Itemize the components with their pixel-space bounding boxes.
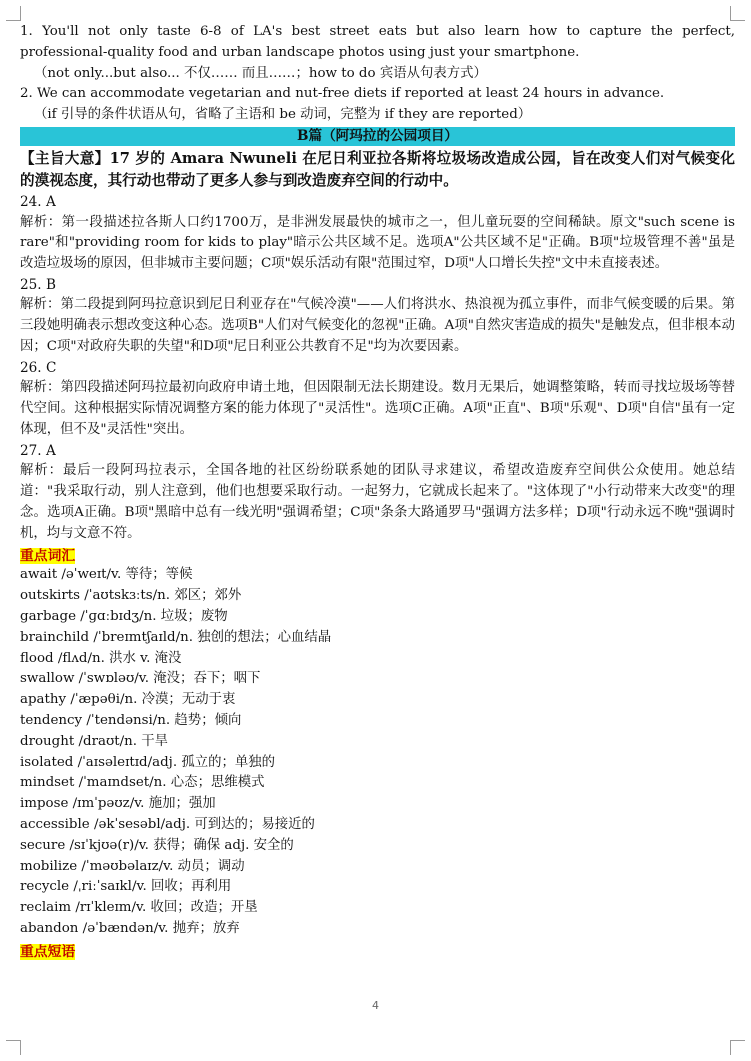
answer-block-25 <box>20 275 735 358</box>
answer-key: 24. A <box>20 194 56 211</box>
answer-analysis: 解析：最后一段阿玛拉表示，全国各地的社区纷纷联系她的团队寻求建议，希望改造废弃空间供公众使用。她总结道："我采取行动，别人注意到，他们也想要采取行动。一起努力，它就成长起来了。"这体现了"小行动带来大改变"的理念。选项A正确。B项"黑暗中总有一线光明"强调希望；C项"条条大路通罗马"强调方法多样；D项"行动永远不晚"强调时机，均与文意不符。 <box>20 463 735 541</box>
answer-key: 27. A <box>20 442 56 459</box>
answer-key: 25. B <box>20 276 56 293</box>
vocab-item: reclaim /rɪˈkleɪm/v. 收回；改造；开垦 <box>20 900 258 916</box>
vocab-heading: 重点词汇 <box>20 548 76 565</box>
vocab-item: mindset /ˈmaɪndset/n. 心态；思维模式 <box>20 775 265 791</box>
note-sentence-1: 1. You'll not only taste 6-8 of LA's best street eats but also learn how to capture the perfect, professional-quality food and urban landscape photos using just your smartphone. <box>20 24 735 60</box>
vocab-item: abandon /əˈbændən/v. 抛弃；放弃 <box>20 921 240 936</box>
answer-analysis: 解析：第二段提到阿玛拉意识到尼日利亚存在"气候冷漠"——人们将洪水、热浪视为孤立事件，而非气候变暖的后果。第三段她明确表示想改变这种心态。选项B"人们对气候变化的忽视"正确。A项"自然灾害造成的损失"是触发点，但非根本动因；C项"对政府失职的失望"和D项"尼日利亚公共教育不足"均为次要因素。 <box>20 297 735 355</box>
answer-analysis: 解析：第一段描述拉各斯人口约1700万，是非洲发展最快的城市之一，但儿童玩耍的空间稀缺。原文"such scene is rare"和"providing room for kids to play"暗示公共区域不足。选项A"公共区域不足"正确。B项"垃圾管理不善"虽是改造垃圾场的原因，但非城市主要问题；C项"娱乐活动有限"范围过窄，D项"人口增长失控"文中未直接表述。 <box>20 214 735 272</box>
vocab-list <box>20 565 735 939</box>
main-idea <box>20 148 735 192</box>
crop-mark-top-right <box>730 6 745 21</box>
vocab-item: await /əˈweɪt/v. 等待；等候 <box>20 567 193 583</box>
phrase-heading: 重点短语 <box>20 943 76 960</box>
vocab-item: swallow /ˈswɒləʊ/v. 淹没；吞下；咽下 <box>20 671 261 687</box>
answer-analysis: 解析：第四段描述阿玛拉最初向政府申请土地，但因限制无法长期建设。数月无果后，她调整策略，转而寻找垃圾场等替代空间。这种根据实际情况调整方案的能力体现了"灵活性"。选项C正确。A项"正直"、B项"乐观"、D项"自信"虽有一定体现，但不及"灵活性"突出。 <box>20 380 735 437</box>
answer-key: 26. C <box>20 359 57 376</box>
vocab-item: secure /sɪˈkjʊə(r)/v. 获得；确保 adj. 安全的 <box>20 837 294 853</box>
page-content <box>20 22 735 961</box>
vocab-heading-row <box>20 544 735 565</box>
vocab-item: tendency /ˈtendənsi/n. 趋势；倾向 <box>20 713 242 729</box>
note-sentence-2: 2. We can accommodate vegetarian and nut-free diets if reported at least 24 hours in advance. <box>20 86 665 102</box>
vocab-item: recycle /ˌriːˈsaɪkl/v. 回收；再利用 <box>20 879 232 895</box>
answer-block-27 <box>20 441 735 545</box>
vocab-item: garbage /ˈɡɑːbɪdʒ/n. 垃圾；废物 <box>20 609 228 625</box>
vocab-item: drought /draʊt/n. 干旱 <box>20 733 169 749</box>
note-sentence-2-explanation: （if 引导的条件状语从句，省略了主语和 be 动词，完整为 if they are reported） <box>34 106 532 122</box>
phrase-heading-row <box>20 940 735 961</box>
vocab-item: apathy /ˈæpəθi/n. 冷漠；无动于衷 <box>20 692 236 708</box>
main-idea-text: 17 岁的 Amara Nwuneli 在尼日利亚拉各斯将垃圾场改造成公园，旨在改变人们对气候变化的漠视态度，其行动也带动了更多人参与到改造废弃空间的行动中。 <box>20 150 735 190</box>
vocab-item: flood /flʌd/n. 洪水 v. 淹没 <box>20 650 182 666</box>
vocab-item: outskirts /ˈaʊtskɜːts/n. 郊区；郊外 <box>20 588 242 604</box>
vocab-item: impose /ɪmˈpəʊz/v. 施加；强加 <box>20 796 216 812</box>
crop-mark-bottom-right <box>730 1040 745 1055</box>
crop-mark-top-left <box>6 6 21 21</box>
page-number: 4 <box>372 999 379 1012</box>
crop-mark-bottom-left <box>6 1040 21 1055</box>
note-sentence-1-explanation: （not only...but also... 不仅…… 而且……；how to do 宾语从句表方式） <box>34 65 487 81</box>
vocab-item: isolated /ˈaɪsəleɪtɪd/adj. 孤立的；单独的 <box>20 754 276 770</box>
vocab-item: mobilize /ˈməʊbəlaɪz/v. 动员；调动 <box>20 858 245 874</box>
answer-block-24 <box>20 192 735 275</box>
answer-block-26 <box>20 358 735 441</box>
vocab-item: brainchild /ˈbreɪmtʃaɪld/n. 独创的想法；心血结晶 <box>20 629 332 645</box>
section-title: B篇（阿玛拉的公园项目） <box>20 127 735 146</box>
main-idea-tag: 【主旨大意】 <box>20 150 110 168</box>
vocab-item: accessible /əkˈsesəbl/adj. 可到达的；易接近的 <box>20 817 315 833</box>
